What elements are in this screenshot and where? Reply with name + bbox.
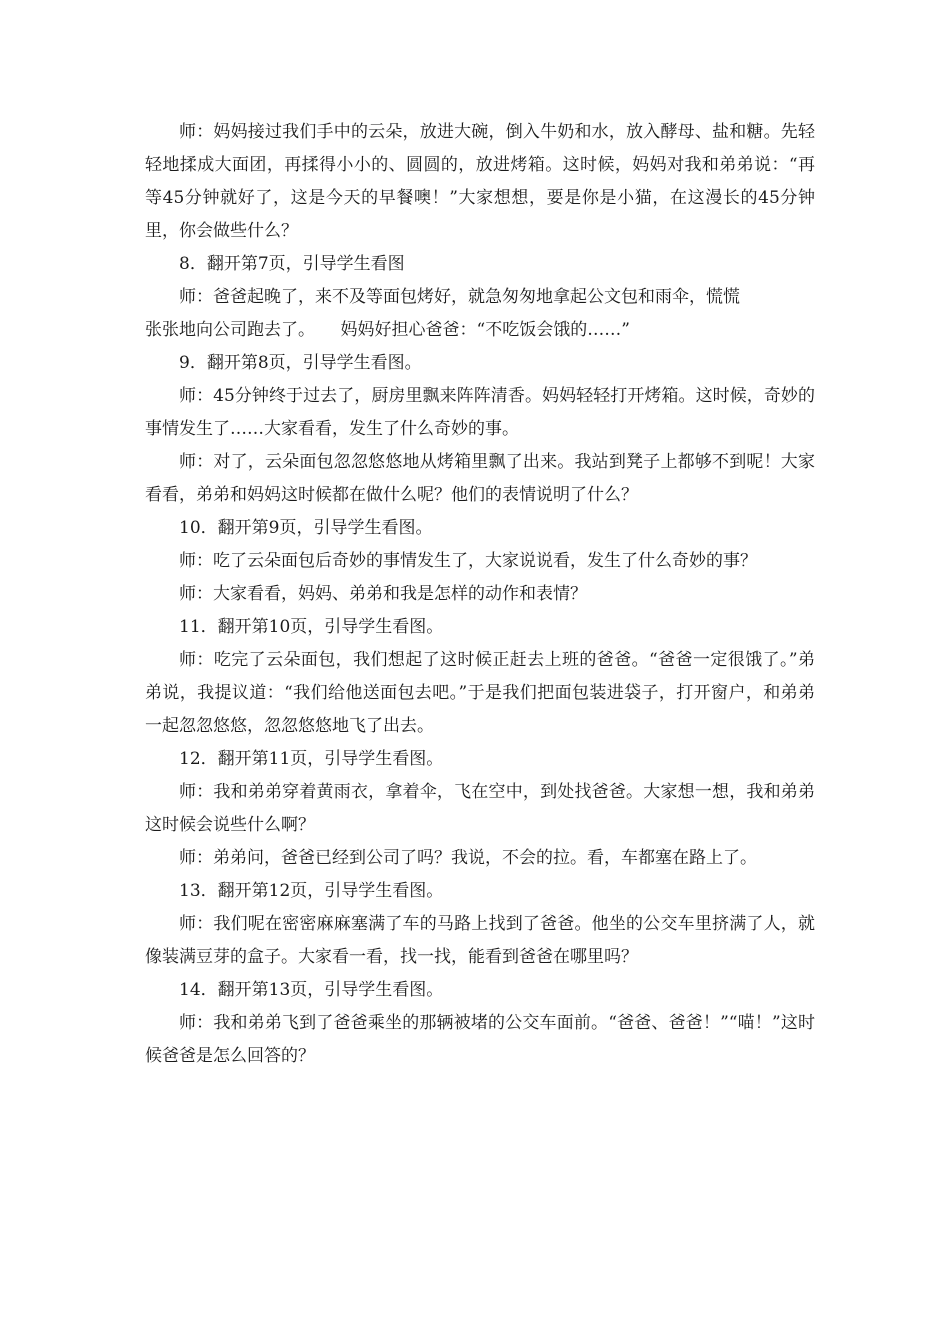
paragraph-oven-opens: 师：45分钟终于过去了，厨房里飘来阵阵清香。妈妈轻轻打开烤箱。这时候，奇妙的事情发生了……大家看看，发生了什么奇妙的事。 xyxy=(145,386,815,439)
paragraph-dad-late-continued: 张张地向公司跑去了。 妈妈好担心爸爸：“不吃饭会饿的……” xyxy=(145,320,630,340)
paragraph-dad-late: 师：爸爸起晚了，来不及等面包烤好，就急匆匆地拿起公文包和雨伞，慌慌 xyxy=(179,287,740,307)
step-9-heading: 9．翻开第8页，引导学生看图。 xyxy=(179,353,422,373)
step-12-heading: 12．翻开第11页，引导学生看图。 xyxy=(179,749,444,769)
lesson-text-body xyxy=(145,116,815,1073)
paragraph-find-dad-on-bus: 师：我们呢在密密麻麻塞满了车的马路上找到了爸爸。他坐的公交车里挤满了人，就像装满豆芽的盒子。大家看一看，找一找，能看到爸爸在哪里吗？ xyxy=(145,914,815,967)
paragraph-fly-out-window: 师：吃完了云朵面包，我们想起了这时候正赶去上班的爸爸。“爸爸一定很饿了。”弟弟说，我提议道：“我们给他送面包去吧。”于是我们把面包装进袋子，打开窗户，和弟弟一起忽忽悠悠，忽忽悠悠地飞了出去。 xyxy=(145,650,815,736)
paragraph-reach-bus: 师：我和弟弟飞到了爸爸乘坐的那辆被堵的公交车面前。“爸爸、爸爸！”“喵！”这时候爸爸是怎么回答的？ xyxy=(145,1013,815,1066)
paragraph-mom-makes-bread: 师：妈妈接过我们手中的云朵，放进大碗，倒入牛奶和水，放入酵母、盐和糖。先轻轻地揉成大面团，再揉得小小的、圆圆的，放进烤箱。这时候，妈妈对我和弟弟说：“再等45分钟就好了，这是今天的早餐噢！”大家想想，要是你是小猫，在这漫长的45分钟里，你会做些什么？ xyxy=(145,122,815,241)
step-13-heading: 13．翻开第12页，引导学生看图。 xyxy=(179,881,444,901)
step-8-heading: 8．翻开第7页，引导学生看图 xyxy=(179,254,405,274)
step-11-heading: 11．翻开第10页，引导学生看图。 xyxy=(179,617,444,637)
paragraph-traffic-jam: 师：弟弟问，爸爸已经到公司了吗？我说，不会的拉。看，车都塞在路上了。 xyxy=(179,848,757,868)
paragraph-search-for-dad: 师：我和弟弟穿着黄雨衣，拿着伞，飞在空中，到处找爸爸。大家想一想，我和弟弟这时候会说些什么啊？ xyxy=(145,782,815,835)
paragraph-magic-happens: 师：吃了云朵面包后奇妙的事情发生了，大家说说看，发生了什么奇妙的事？ xyxy=(179,551,757,571)
paragraph-bread-floats: 师：对了，云朵面包忽忽悠悠地从烤箱里飘了出来。我站到凳子上都够不到呢！大家看看，弟弟和妈妈这时候都在做什么呢？他们的表情说明了什么？ xyxy=(145,452,815,505)
step-10-heading: 10．翻开第9页，引导学生看图。 xyxy=(179,518,433,538)
paragraph-actions-expressions: 师：大家看看，妈妈、弟弟和我是怎样的动作和表情？ xyxy=(179,584,587,604)
step-14-heading: 14．翻开第13页，引导学生看图。 xyxy=(179,980,444,1000)
